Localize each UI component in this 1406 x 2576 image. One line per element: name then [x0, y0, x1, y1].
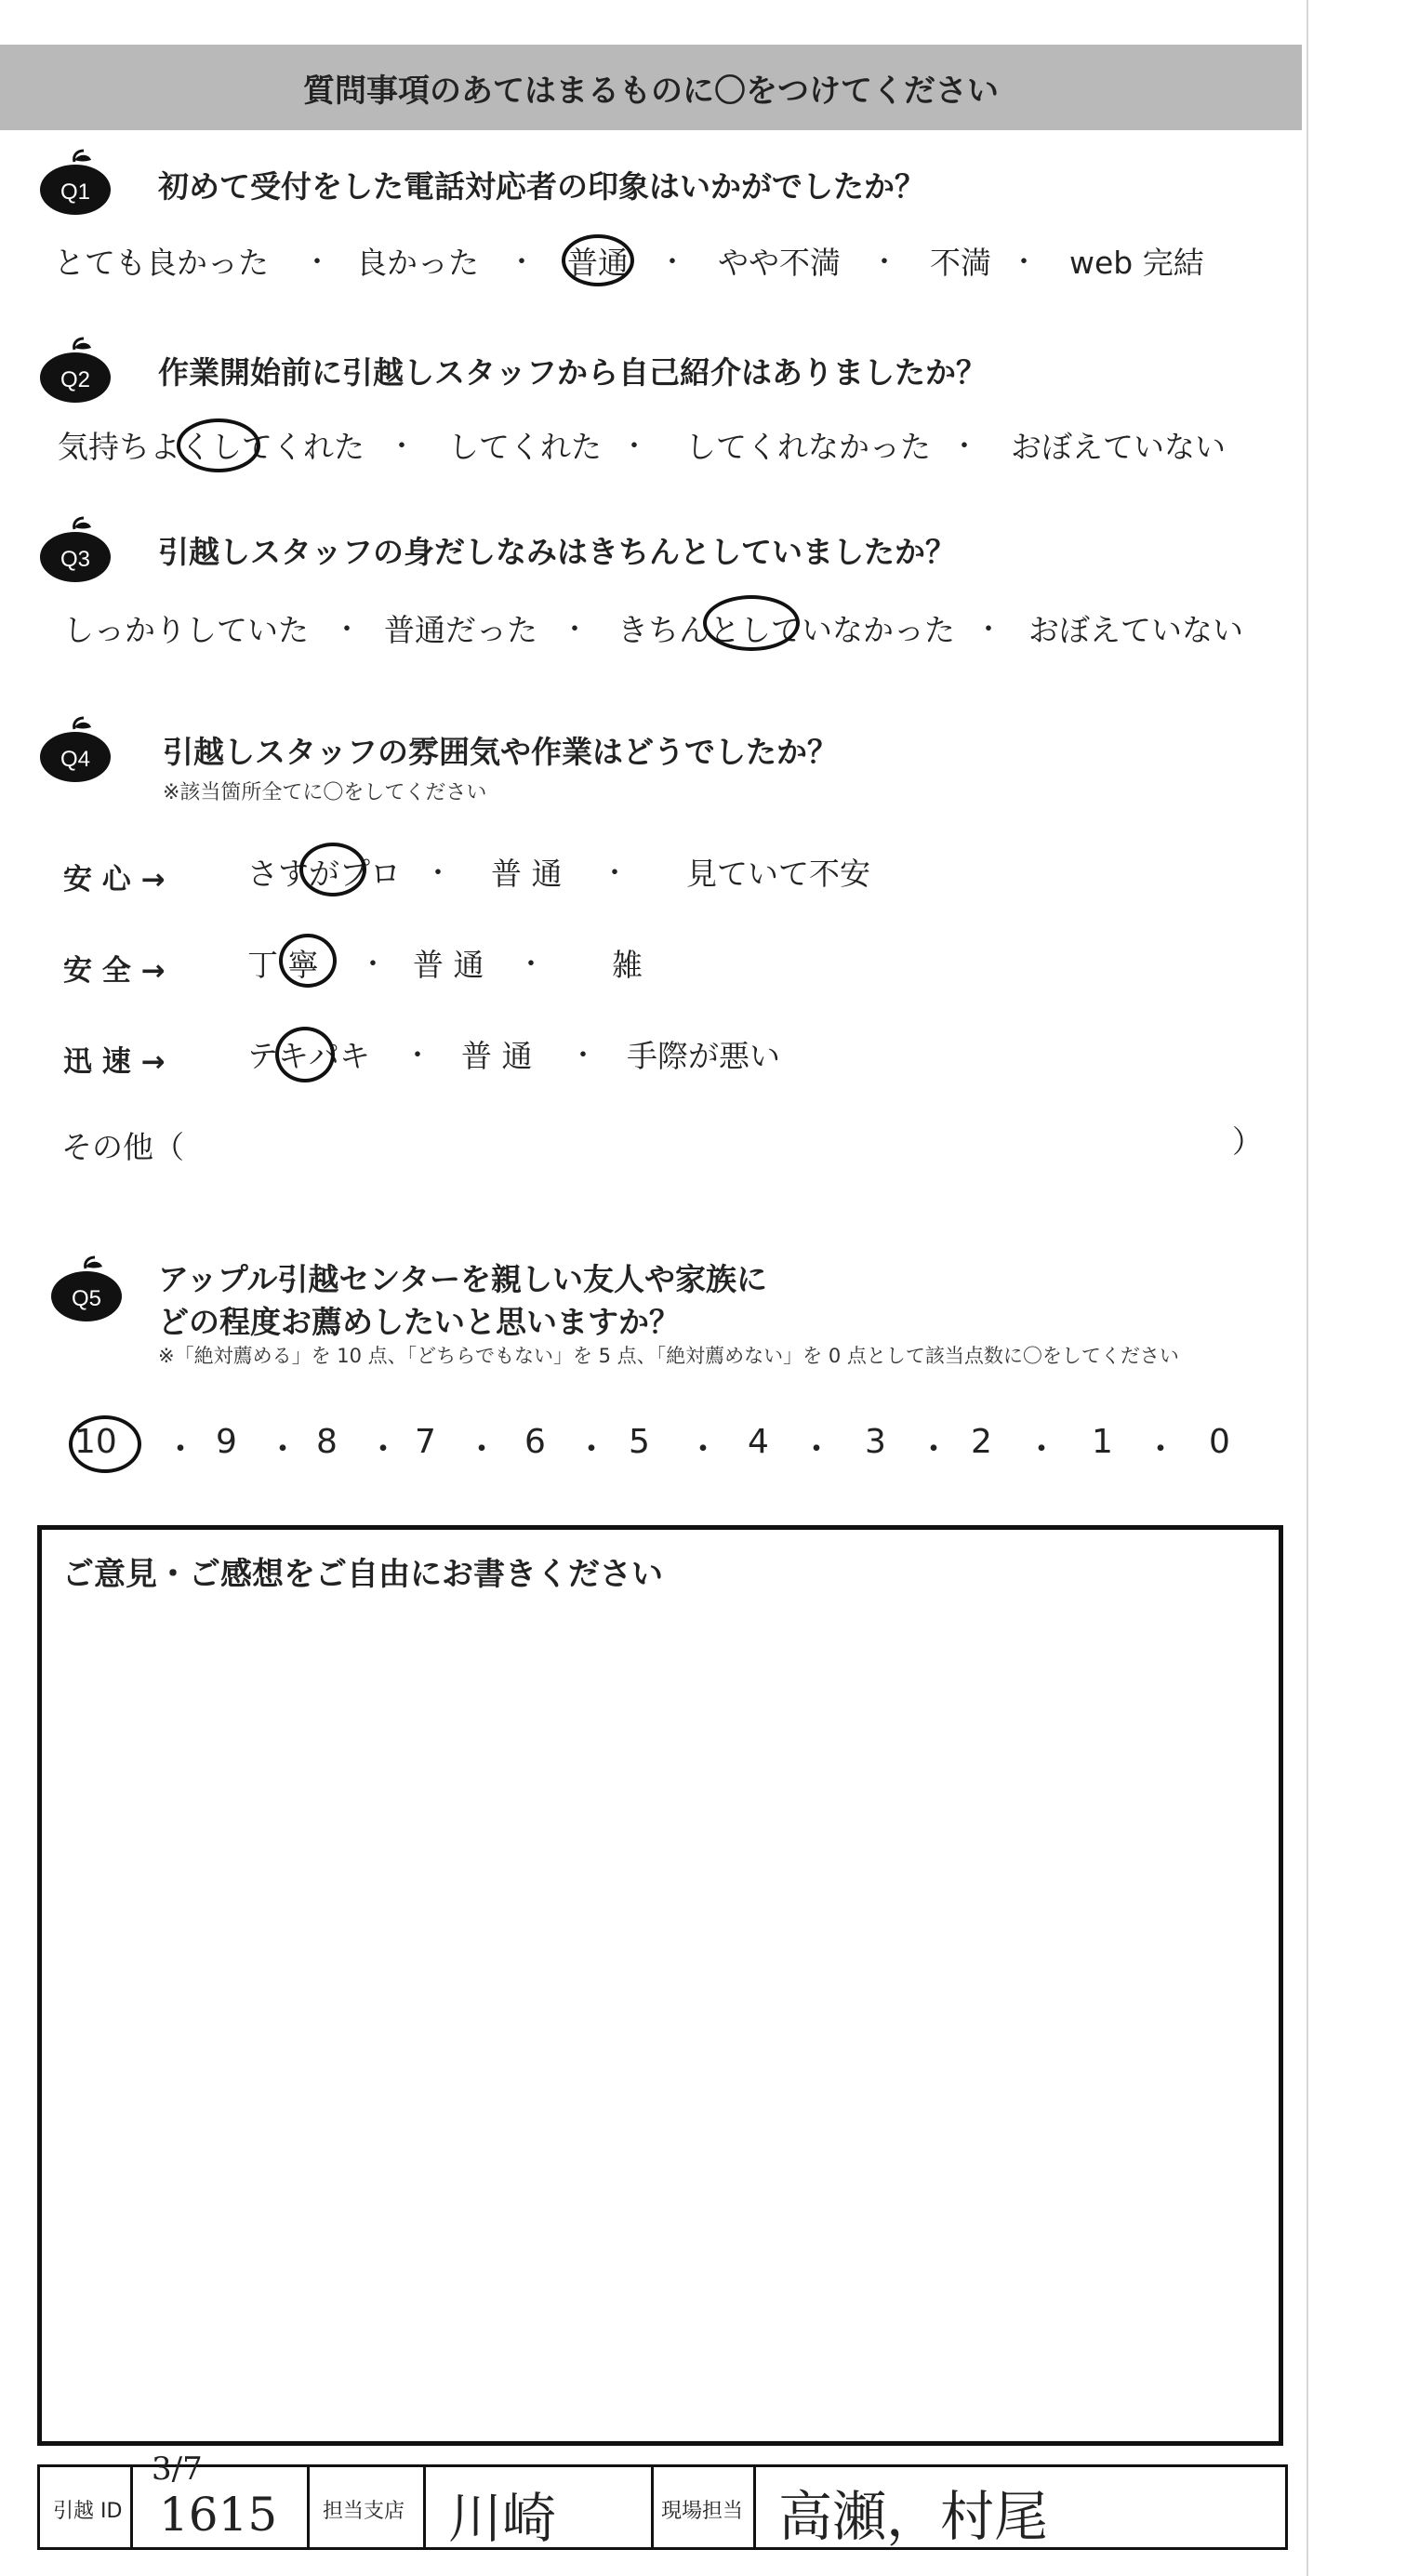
q2-option[interactable]: おぼえていない [1011, 429, 1226, 465]
q4-row-anzen-options: 丁 寧 ・ 普 通 ・ 雑 [247, 941, 991, 988]
comment-title: ご意見・ご感想をご自由にお書きください [62, 1556, 663, 1593]
branch-label-cell [310, 2467, 426, 2547]
q4-option[interactable]: さすがプロ [247, 856, 401, 892]
score-option[interactable]: 3 [865, 1423, 886, 1461]
q5-answer-circle [69, 1415, 141, 1473]
q4-option[interactable]: 雑 [612, 947, 643, 983]
score-option[interactable]: 5 [629, 1423, 650, 1461]
q4-row-label: 安 心 → [63, 863, 166, 896]
q4-option[interactable]: 普 通 [413, 947, 484, 983]
q4-badge-icon [37, 716, 113, 783]
q1-option[interactable]: とても良かった [54, 245, 269, 281]
q3-options: しっかりしていた ・ 普通だった ・ きちんとしていなかった ・ おぼえていない [63, 606, 1291, 653]
score-option[interactable]: 1 [1092, 1423, 1113, 1461]
q2-answer-circle [177, 418, 260, 472]
q2-badge-label: Q2 [60, 367, 91, 392]
q3-option[interactable]: しっかりしていた [63, 612, 309, 648]
q4-option[interactable]: 手際が悪い [627, 1038, 780, 1074]
q3-option[interactable]: きちんとしていなかった [617, 612, 955, 648]
q2-option[interactable]: 気持ちよくしてくれた [58, 429, 365, 465]
staff-value: 高瀬，村尾 [778, 2485, 1049, 2548]
move-id-value-top: 3/7 [152, 2450, 203, 2488]
q1-option[interactable]: 良かった [356, 245, 479, 281]
q3-badge-label: Q3 [60, 547, 91, 572]
q4-row-anshin-options: さすがプロ ・ 普 通 ・ 見ていて不安 [247, 850, 991, 896]
q5-title-line2: どの程度お薦めしたいと思いますか？ [158, 1304, 680, 1340]
score-option[interactable]: 8 [316, 1423, 338, 1461]
q1-title: 初めて受付をした電話対応者の印象はいかがでしたか？ [158, 168, 925, 205]
move-id-label: 引越 ID [53, 2500, 123, 2523]
q1-option[interactable]: web 完結 [1069, 245, 1204, 281]
q4-other-label: その他（ [61, 1129, 184, 1165]
q2-title: 作業開始前に引越しスタッフから自己紹介はありましたか？ [158, 354, 987, 391]
q3-answer-circle [703, 595, 800, 651]
header-title: 質問事項のあてはまるものに〇をつけてください [303, 72, 999, 110]
q1-options: とても良かった ・ 良かった ・ 普通 ・ やや不満 ・ 不満 ・ web 完結 [54, 239, 1281, 285]
q4-option[interactable]: 丁 寧 [247, 947, 319, 983]
q4-option[interactable]: 普 通 [491, 856, 563, 892]
move-id-value-bottom: 1615 [159, 2488, 278, 2542]
move-id-value-cell[interactable] [133, 2450, 310, 2547]
branch-value-cell[interactable] [426, 2467, 654, 2550]
q4-option[interactable]: テキパキ [247, 1038, 370, 1074]
score-option[interactable]: 6 [524, 1423, 546, 1461]
score-option[interactable]: 9 [216, 1423, 237, 1461]
q4-anzen-answer-circle [279, 934, 337, 988]
q4-badge-label: Q4 [60, 747, 91, 772]
q5-title-line1: アップル引越センターを親しい友人や家族に [158, 1261, 768, 1297]
q1-answer-circle [562, 234, 634, 286]
q1-option[interactable]: 普通 [567, 245, 629, 281]
q1-badge-icon [37, 149, 113, 216]
q5-note: ※「絶対薦める」を 10 点、「どちらでもない」を 5 点、「絶対薦めない」を 0 点として該当点数に〇をしてください [158, 1345, 1179, 1367]
staff-value-cell[interactable] [756, 2467, 1285, 2547]
branch-value: 川崎 [448, 2487, 557, 2550]
q4-row-label: 安 全 → [63, 954, 166, 988]
q2-option[interactable]: してくれた [448, 429, 602, 465]
staff-label: 現場担当 [661, 2500, 744, 2523]
score-option[interactable]: 10 [74, 1423, 117, 1461]
q4-option[interactable]: 普 通 [461, 1038, 533, 1074]
score-option[interactable]: 7 [415, 1423, 436, 1461]
q5-badge-icon [48, 1255, 125, 1322]
q4-row-jinsoku-options: テキパキ ・ 普 通 ・ 手際が悪い [247, 1032, 991, 1079]
q4-note: ※該当箇所全てに〇をしてください [163, 781, 487, 804]
q1-badge-label: Q1 [60, 179, 91, 205]
q4-anshin-answer-circle [299, 843, 366, 896]
q3-option[interactable]: おぼえていない [1028, 612, 1243, 648]
branch-label: 担当支店 [323, 2500, 405, 2523]
q3-title: 引越しスタッフの身だしなみはきちんとしていましたか？ [158, 534, 956, 570]
q2-badge-icon [37, 337, 113, 404]
header-bar [0, 45, 1302, 130]
comment-box[interactable] [37, 1525, 1283, 2446]
q4-jinsoku-answer-circle [275, 1027, 335, 1082]
q3-option[interactable]: 普通だった [384, 612, 537, 648]
q2-option[interactable]: してくれなかった [685, 429, 931, 465]
staff-label-cell [654, 2467, 756, 2547]
q1-option[interactable]: やや不満 [718, 245, 841, 281]
scan-edge [1307, 0, 1308, 2576]
q3-badge-icon [37, 516, 113, 583]
q4-option[interactable]: 見ていて不安 [686, 856, 870, 892]
q1-option[interactable]: 不満 [930, 245, 991, 281]
footer-table [37, 2450, 1288, 2550]
q4-title: 引越しスタッフの雰囲気や作業はどうでしたか？ [163, 734, 838, 770]
score-option[interactable]: 2 [971, 1423, 992, 1461]
q4-row-label: 迅 速 → [63, 1045, 166, 1079]
move-id-label-cell [40, 2467, 133, 2547]
score-option[interactable]: 0 [1209, 1423, 1230, 1461]
q2-options: 気持ちよくしてくれた ・ してくれた ・ してくれなかった ・ おぼえていない [58, 423, 1285, 470]
q5-badge-label: Q5 [71, 1286, 102, 1311]
q4-other-close: ） [1232, 1123, 1263, 1160]
score-option[interactable]: 4 [748, 1423, 769, 1461]
